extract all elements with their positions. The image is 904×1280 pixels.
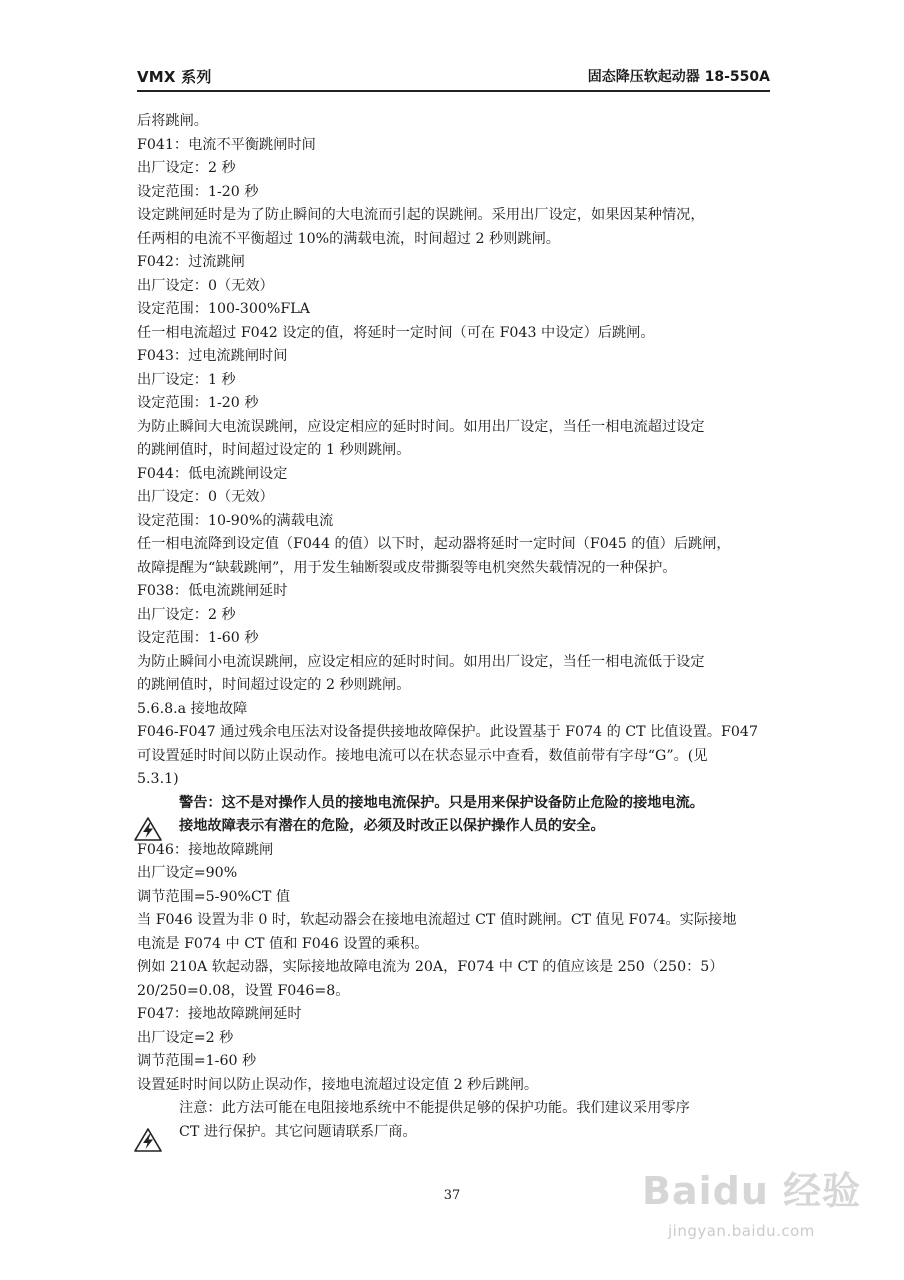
text-line: 任一相电流超过 F042 设定的值，将延时一定时间（可在 F043 中设定）后跳闸。 [137,324,655,341]
note-line: CT 进行保护。其它问题请联系厂商。 [179,1123,417,1140]
param-heading: F041：电流不平衡跳闸时间 [137,136,316,153]
watermark-url: jingyan.baidu.com [668,1222,815,1240]
text-line: 可设置延时时间以防止误动作。接地电流可以在状态显示中查看，数值前带有字母“G”。(见 [137,747,708,764]
watermark-logo: Baidu 经验 [642,1169,862,1213]
text-line: 后将跳闸。 [137,113,208,129]
text-line: 设定跳闸延时是为了防止瞬间的大电流而引起的误跳闸。采用出厂设定，如果因某种情况， [137,207,705,223]
param-heading: F038：低电流跳闸延时 [137,583,288,599]
baidu-watermark [622,1150,882,1260]
text-line: 的跳闸值时，时间超过设定的 1 秒则跳闸。 [137,442,411,458]
page-body [137,110,770,1144]
text-line: 电流是 F074 中 CT 值和 F046 设置的乘积。 [137,935,429,952]
text-line: 的跳闸值时，时间超过设定的 2 秒则跳闸。 [137,677,411,693]
text-line: 设定范围：1-20 秒 [137,395,259,411]
page-header [137,60,770,92]
text-line: 当 F046 设置为非 0 时，软起动器会在接地电流超过 CT 值时跳闸。CT 值见 F074。实际接地 [137,912,737,928]
text-line: 出厂设定=90% [137,865,238,881]
page-number: 37 [443,1188,461,1203]
header-product: 固态降压软起动器 18-550A [587,69,770,85]
text-line: 出厂设定=2 秒 [137,1029,234,1046]
lightning-warning-icon [134,817,162,841]
text-line: 为防止瞬间小电流误跳闸，应设定相应的延时时间。如用出厂设定，当任一相电流低于设定 [137,653,705,670]
text-line: 20/250=0.08，设置 F046=8。 [137,982,350,999]
text-line: 调节范围=5-90%CT 值 [137,888,291,905]
param-heading: F042：过流跳闸 [137,254,245,270]
param-heading: F046：接地故障跳闸 [137,841,274,858]
text-line: 出厂设定：0（无效） [137,489,274,505]
text-line: 出厂设定：1 秒 [137,371,236,388]
text-line: 出厂设定：2 秒 [137,606,236,623]
text-line: 设定范围：1-20 秒 [137,183,259,200]
text-line: 5.3.1) [137,771,179,787]
text-line: 设定范围：100-300%FLA [137,301,310,317]
text-line: 为防止瞬间大电流误跳闸，应设定相应的延时时间。如用出厂设定，当任一相电流超过设定 [137,418,705,435]
text-line: 设定范围：1-60 秒 [137,630,259,646]
note-line: 注意：此方法可能在电阻接地系统中不能提供足够的保护功能。我们建议采用零序 [179,1100,690,1116]
text-line: 调节范围=1-60 秒 [137,1053,257,1069]
header-series: VMX 系列 [137,68,212,86]
text-line: 任一相电流降到设定值（F044 的值）以下时，起动器将延时一定时间（F045 的值）后跳闸， [137,536,731,552]
text-line: F046-F047 通过残余电压法对设备提供接地故障保护。此设置基于 F074 的 CT 比值设置。F047 [137,724,758,740]
warning-line: 警告：这不是对操作人员的接地电流保护。只是用来保护设备防止危险的接地电流。 [179,794,704,811]
text-line: 出厂设定：0（无效） [137,277,274,294]
text-line: 出厂设定：2 秒 [137,160,236,176]
text-line: 故障提醒为“缺载跳闸”，用于发生轴断裂或皮带撕裂等电机突然失载情况的一种保护。 [137,559,677,576]
text-line: 例如 210A 软起动器，实际接地故障电流为 20A，F074 中 CT 的值应该是 250（250：5） [137,959,724,975]
text-line: 设定范围：10-90%的满载电流 [137,512,334,529]
param-heading: F047：接地故障跳闸延时 [137,1006,302,1022]
text-line: 任两相的电流不平衡超过 10%的满载电流，时间超过 2 秒则跳闸。 [137,230,560,247]
lightning-warning-icon [134,1128,162,1152]
text-line: 设置延时时间以防止误动作，接地电流超过设定值 2 秒后跳闸。 [137,1076,539,1093]
param-heading: F043：过电流跳闸时间 [137,348,288,364]
warning-line: 接地故障表示有潜在的危险，必须及时改正以保护操作人员的安全。 [179,818,605,834]
param-heading: F044：低电流跳闸设定 [137,465,288,482]
section-heading: 5.6.8.a 接地故障 [137,700,248,717]
